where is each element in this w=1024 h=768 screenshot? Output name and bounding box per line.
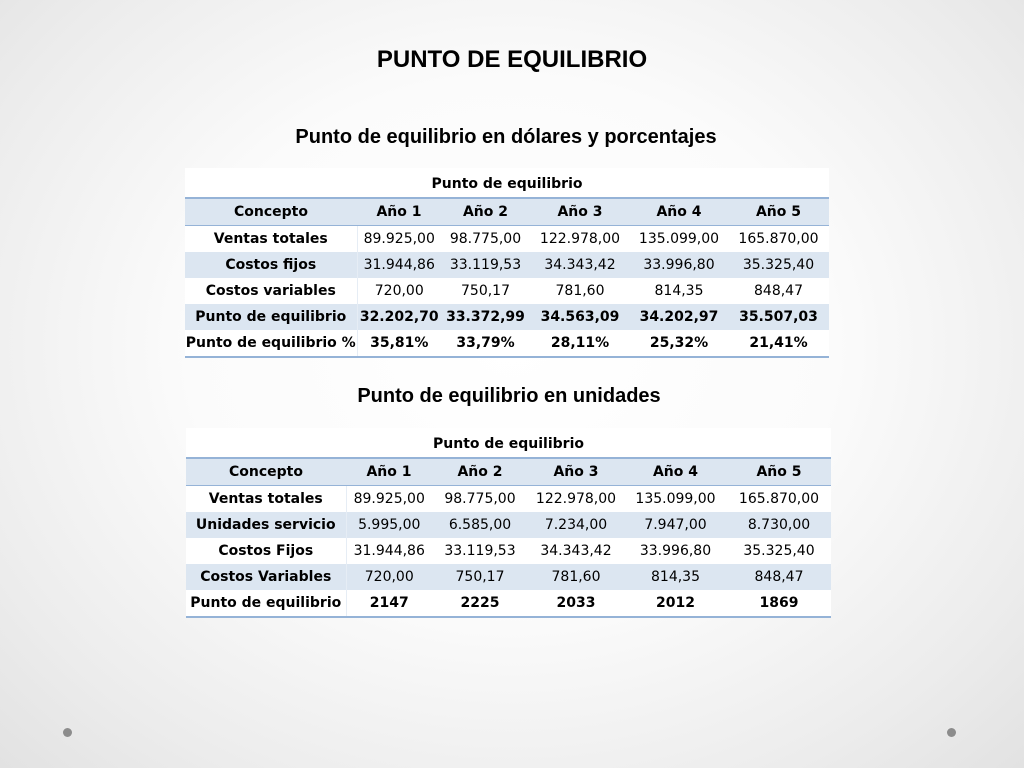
table-row xyxy=(185,278,829,304)
table-cell: 122.978,00 xyxy=(535,491,617,507)
row-label: Punto de equilibrio xyxy=(186,590,346,617)
row-label: Ventas totales xyxy=(185,226,357,253)
table-cell: 8.730,00 xyxy=(747,517,811,533)
row-label: Costos variables xyxy=(185,278,357,304)
table-cell: 7.234,00 xyxy=(544,517,608,533)
table-row xyxy=(185,304,829,330)
table-cell: 781,60 xyxy=(551,569,601,585)
row-label: Costos Fijos xyxy=(186,538,346,564)
table-row xyxy=(186,538,831,564)
table-cell: 720,00 xyxy=(364,569,414,585)
table-cell: 34.343,42 xyxy=(540,543,612,559)
table-cell: 21,41% xyxy=(749,335,808,351)
table-cell: 33.996,80 xyxy=(639,543,712,559)
table-cell: 98.775,00 xyxy=(444,491,516,507)
table-cell: 122.978,00 xyxy=(539,231,621,247)
row-label: Costos Variables xyxy=(186,564,346,590)
table-cell: 135.099,00 xyxy=(638,231,720,247)
table-cell: 33.372,99 xyxy=(446,309,525,325)
table-cell: 98.775,00 xyxy=(449,231,522,247)
table-cell: 814,35 xyxy=(651,569,700,585)
table-row xyxy=(186,486,831,513)
table-row xyxy=(185,252,829,278)
table-cell: 32.202,70 xyxy=(359,309,439,325)
table-cell: 33.119,53 xyxy=(449,257,522,273)
table-cell: 781,60 xyxy=(555,283,605,299)
table-cell: 33,79% xyxy=(456,335,515,351)
table-cell: 720,00 xyxy=(374,283,424,299)
table-header-row xyxy=(185,198,829,226)
breakeven-table-units xyxy=(186,457,831,618)
column-header: Año 5 xyxy=(728,198,829,226)
section-title-units: Punto de equilibrio en unidades xyxy=(357,385,661,407)
table-cell: 165.870,00 xyxy=(738,491,820,507)
column-header: Año 1 xyxy=(346,458,432,486)
column-header: Año 4 xyxy=(630,198,728,226)
table-cell: 28,11% xyxy=(550,335,610,351)
column-header: Año 4 xyxy=(624,458,727,486)
table-cell: 33.996,80 xyxy=(643,257,715,273)
table-row xyxy=(185,226,829,253)
table-cell: 31.944,86 xyxy=(353,543,425,559)
decorative-dot-right xyxy=(947,728,956,737)
table-row xyxy=(186,512,831,538)
table-row xyxy=(186,590,831,617)
table-cell: 135.099,00 xyxy=(635,491,716,507)
column-header: Concepto xyxy=(185,198,357,226)
table-units xyxy=(186,428,831,618)
table-cell: 35,81% xyxy=(370,335,429,351)
breakeven-table-dollars xyxy=(185,197,829,358)
table-cell: 35.325,40 xyxy=(743,543,815,559)
table-cell: 5.995,00 xyxy=(358,517,421,533)
table-cell: 31.944,86 xyxy=(363,257,435,273)
row-label: Punto de equilibrio % xyxy=(185,330,357,357)
column-header: Año 2 xyxy=(441,198,530,226)
column-header: Año 3 xyxy=(528,458,624,486)
table-cell: 25,32% xyxy=(649,335,709,351)
table-caption: Punto de equilibrio xyxy=(433,436,584,452)
page-title: PUNTO DE EQUILIBRIO xyxy=(376,46,648,73)
decorative-dot-left xyxy=(63,728,72,737)
table-cell: 89.925,00 xyxy=(363,231,435,247)
table-cell: 35.507,03 xyxy=(739,309,818,325)
table-cell: 750,17 xyxy=(455,569,505,585)
table-cell: 750,17 xyxy=(461,283,510,299)
table-cell: 7.947,00 xyxy=(644,517,707,533)
table-row xyxy=(185,330,829,357)
table-cell: 848,47 xyxy=(754,283,803,299)
column-header: Año 3 xyxy=(530,198,630,226)
table-caption: Punto de equilibrio xyxy=(431,176,583,192)
table-cell: 34.563,09 xyxy=(540,309,620,325)
row-label: Unidades servicio xyxy=(186,512,346,538)
table-cell: 814,35 xyxy=(654,283,704,299)
table-cell: 33.119,53 xyxy=(444,543,516,559)
table-cell: 35.325,40 xyxy=(742,257,815,273)
column-header: Concepto xyxy=(186,458,346,486)
table-cell: 1869 xyxy=(759,595,799,611)
column-header: Año 1 xyxy=(357,198,441,226)
column-header: Año 5 xyxy=(727,458,831,486)
table-dollars-percent xyxy=(185,168,829,358)
row-label: Punto de equilibrio xyxy=(185,304,357,330)
table-cell: 6.585,00 xyxy=(448,517,512,533)
column-header: Año 2 xyxy=(432,458,528,486)
row-label: Ventas totales xyxy=(186,486,346,513)
table-cell: 2225 xyxy=(460,595,500,611)
table-cell: 89.925,00 xyxy=(353,491,425,507)
row-label: Costos fijos xyxy=(185,252,357,278)
table-cell: 34.202,97 xyxy=(639,309,719,325)
table-cell: 34.343,42 xyxy=(544,257,616,273)
table-cell: 2147 xyxy=(369,595,409,611)
section-title-dollars: Punto de equilibrio en dólares y porcentajes xyxy=(295,126,717,148)
table-cell: 2033 xyxy=(556,595,596,611)
table-header-row xyxy=(186,458,831,486)
table-row xyxy=(186,564,831,590)
table-cell: 848,47 xyxy=(754,569,804,585)
table-cell: 2012 xyxy=(656,595,695,611)
table-cell: 165.870,00 xyxy=(738,231,819,247)
